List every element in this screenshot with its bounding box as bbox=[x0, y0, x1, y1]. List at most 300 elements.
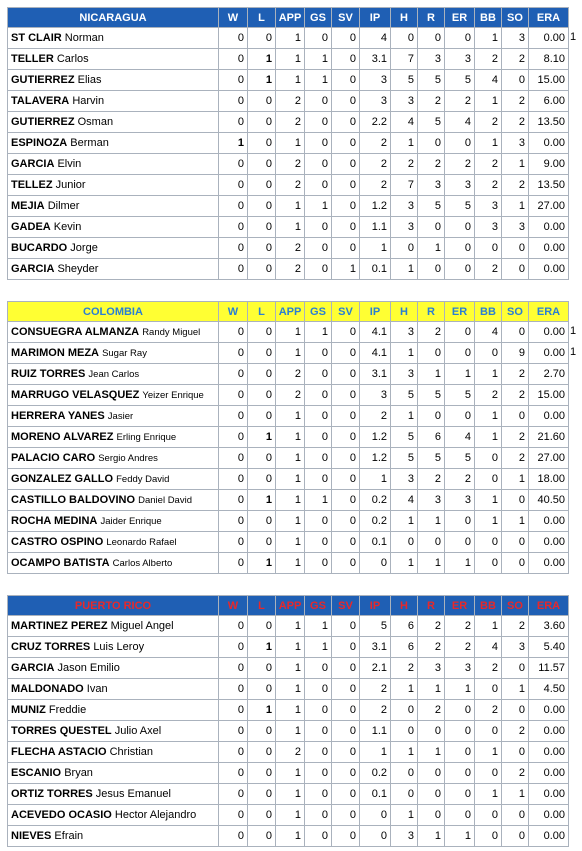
stat-gs: 0 bbox=[305, 658, 332, 679]
stat-app: 2 bbox=[276, 154, 305, 175]
stat-ip: 2.2 bbox=[360, 112, 391, 133]
last-name: CASTRO OSPINO bbox=[11, 536, 104, 548]
stat-era: 0.00 bbox=[529, 700, 569, 721]
stat-bb: 0 bbox=[475, 763, 502, 784]
stat-so: 0 bbox=[502, 826, 529, 847]
stat-app: 1 bbox=[276, 343, 305, 364]
first-name: Yeizer Enrique bbox=[142, 390, 204, 401]
stat-bb: 1 bbox=[475, 406, 502, 427]
stat-er: 0 bbox=[445, 238, 475, 259]
stat-app: 1 bbox=[276, 616, 305, 637]
stat-w: 0 bbox=[219, 700, 248, 721]
stat-sv: 0 bbox=[332, 490, 360, 511]
column-header-ip: IP bbox=[360, 302, 391, 322]
stat-era: 0.00 bbox=[529, 511, 569, 532]
stat-app: 1 bbox=[276, 721, 305, 742]
first-name: Osman bbox=[77, 116, 114, 128]
stat-gs: 0 bbox=[305, 805, 332, 826]
first-name: Elias bbox=[77, 74, 102, 86]
stat-app: 1 bbox=[276, 448, 305, 469]
stat-w: 0 bbox=[219, 763, 248, 784]
stat-er: 0 bbox=[445, 322, 475, 343]
stat-ip: 0.1 bbox=[360, 784, 391, 805]
player-name bbox=[8, 343, 219, 364]
stat-l: 0 bbox=[248, 364, 276, 385]
stat-gs: 0 bbox=[305, 28, 332, 49]
stat-w: 0 bbox=[219, 679, 248, 700]
player-name bbox=[8, 322, 219, 343]
stat-sv: 0 bbox=[332, 196, 360, 217]
stat-app: 1 bbox=[276, 469, 305, 490]
stat-so: 0 bbox=[502, 70, 529, 91]
player-row bbox=[8, 553, 569, 574]
header-row bbox=[8, 8, 569, 28]
stat-bb: 1 bbox=[475, 427, 502, 448]
stat-app: 1 bbox=[276, 784, 305, 805]
player-name bbox=[8, 679, 219, 700]
stat-app: 1 bbox=[276, 763, 305, 784]
stat-so: 0 bbox=[502, 532, 529, 553]
first-name: Junior bbox=[55, 179, 86, 191]
stat-w: 0 bbox=[219, 406, 248, 427]
last-name: CONSUEGRA ALMANZA bbox=[11, 326, 140, 338]
edge-mark: 1 bbox=[570, 346, 577, 358]
stat-bb: 1 bbox=[475, 28, 502, 49]
stat-ip: 0 bbox=[360, 553, 391, 574]
stat-app: 1 bbox=[276, 553, 305, 574]
stat-er: 2 bbox=[445, 91, 475, 112]
player-name bbox=[8, 427, 219, 448]
player-row bbox=[8, 154, 569, 175]
last-name: MARRUGO VELASQUEZ bbox=[11, 389, 140, 401]
stat-ip: 0.2 bbox=[360, 763, 391, 784]
stat-w: 0 bbox=[219, 658, 248, 679]
stat-w: 0 bbox=[219, 511, 248, 532]
stat-l: 0 bbox=[248, 112, 276, 133]
stat-era: 0.00 bbox=[529, 532, 569, 553]
stat-gs: 1 bbox=[305, 70, 332, 91]
first-name: Freddie bbox=[48, 704, 87, 716]
stat-era: 40.50 bbox=[529, 490, 569, 511]
stat-era: 0.00 bbox=[529, 322, 569, 343]
stat-gs: 0 bbox=[305, 448, 332, 469]
last-name: GARCIA bbox=[11, 158, 55, 170]
stat-ip: 2 bbox=[360, 679, 391, 700]
player-row bbox=[8, 742, 569, 763]
team-table-colombia bbox=[7, 301, 569, 574]
player-name bbox=[8, 175, 219, 196]
stat-ip: 0 bbox=[360, 805, 391, 826]
stat-bb: 4 bbox=[475, 637, 502, 658]
first-name: Jaider Enrique bbox=[100, 516, 162, 527]
stat-l: 0 bbox=[248, 217, 276, 238]
stat-w: 0 bbox=[219, 826, 248, 847]
header-row bbox=[8, 302, 569, 322]
stat-era: 0.00 bbox=[529, 238, 569, 259]
player-row bbox=[8, 238, 569, 259]
stat-bb: 0 bbox=[475, 469, 502, 490]
stat-r: 2 bbox=[418, 322, 445, 343]
stat-sv: 0 bbox=[332, 406, 360, 427]
last-name: OCAMPO BATISTA bbox=[11, 557, 110, 569]
stat-w: 0 bbox=[219, 259, 248, 280]
stat-l: 0 bbox=[248, 385, 276, 406]
stat-app: 2 bbox=[276, 91, 305, 112]
stat-er: 3 bbox=[445, 49, 475, 70]
stat-era: 2.70 bbox=[529, 364, 569, 385]
stat-sv: 0 bbox=[332, 721, 360, 742]
stat-app: 1 bbox=[276, 679, 305, 700]
stat-bb: 0 bbox=[475, 805, 502, 826]
stat-so: 0 bbox=[502, 700, 529, 721]
stat-h: 1 bbox=[391, 511, 418, 532]
player-row bbox=[8, 616, 569, 637]
stat-sv: 0 bbox=[332, 763, 360, 784]
stat-app: 1 bbox=[276, 28, 305, 49]
stat-ip: 4.1 bbox=[360, 322, 391, 343]
stat-gs: 0 bbox=[305, 175, 332, 196]
stat-h: 0 bbox=[391, 721, 418, 742]
stat-l: 0 bbox=[248, 196, 276, 217]
stat-r: 1 bbox=[418, 511, 445, 532]
first-name: Feddy David bbox=[116, 474, 170, 485]
player-row bbox=[8, 700, 569, 721]
stat-r: 0 bbox=[418, 784, 445, 805]
player-row bbox=[8, 70, 569, 91]
stat-ip: 0.1 bbox=[360, 532, 391, 553]
stat-h: 6 bbox=[391, 637, 418, 658]
stat-w: 0 bbox=[219, 238, 248, 259]
stat-bb: 4 bbox=[475, 70, 502, 91]
stat-bb: 0 bbox=[475, 532, 502, 553]
player-name bbox=[8, 448, 219, 469]
stat-gs: 0 bbox=[305, 553, 332, 574]
player-name bbox=[8, 91, 219, 112]
stat-l: 0 bbox=[248, 343, 276, 364]
player-row bbox=[8, 427, 569, 448]
column-header-so: SO bbox=[502, 8, 529, 28]
stat-er: 0 bbox=[445, 217, 475, 238]
stat-w: 0 bbox=[219, 427, 248, 448]
stat-h: 5 bbox=[391, 427, 418, 448]
column-header-gs: GS bbox=[305, 596, 332, 616]
stat-sv: 0 bbox=[332, 448, 360, 469]
first-name: Leonardo Rafael bbox=[106, 537, 177, 548]
column-header-bb: BB bbox=[475, 8, 502, 28]
stat-h: 3 bbox=[391, 196, 418, 217]
stat-gs: 0 bbox=[305, 238, 332, 259]
stat-gs: 0 bbox=[305, 154, 332, 175]
stat-so: 3 bbox=[502, 133, 529, 154]
player-name bbox=[8, 469, 219, 490]
stat-app: 1 bbox=[276, 406, 305, 427]
stat-sv: 0 bbox=[332, 385, 360, 406]
column-header-ip: IP bbox=[360, 596, 391, 616]
stat-l: 0 bbox=[248, 826, 276, 847]
player-name bbox=[8, 28, 219, 49]
edge-mark: 1 bbox=[570, 31, 577, 43]
last-name: HERRERA YANES bbox=[11, 410, 105, 422]
stat-h: 0 bbox=[391, 763, 418, 784]
stat-era: 0.00 bbox=[529, 343, 569, 364]
last-name: ST CLAIR bbox=[11, 32, 62, 44]
player-row bbox=[8, 259, 569, 280]
stat-ip: 4 bbox=[360, 28, 391, 49]
stat-sv: 0 bbox=[332, 217, 360, 238]
stat-so: 1 bbox=[502, 196, 529, 217]
header-row bbox=[8, 596, 569, 616]
last-name: ESPINOZA bbox=[11, 137, 68, 149]
column-header-ip: IP bbox=[360, 8, 391, 28]
stat-l: 0 bbox=[248, 532, 276, 553]
first-name: Randy Miguel bbox=[142, 327, 201, 338]
last-name: PALACIO CARO bbox=[11, 452, 96, 464]
stat-bb: 2 bbox=[475, 175, 502, 196]
stat-h: 5 bbox=[391, 448, 418, 469]
stat-w: 0 bbox=[219, 49, 248, 70]
stat-bb: 3 bbox=[475, 217, 502, 238]
stat-app: 1 bbox=[276, 490, 305, 511]
stat-w: 0 bbox=[219, 448, 248, 469]
stat-h: 1 bbox=[391, 343, 418, 364]
stat-sv: 0 bbox=[332, 553, 360, 574]
stat-w: 0 bbox=[219, 112, 248, 133]
stat-h: 1 bbox=[391, 553, 418, 574]
last-name: CASTILLO BALDOVINO bbox=[11, 494, 136, 506]
stat-sv: 0 bbox=[332, 364, 360, 385]
stat-ip: 2 bbox=[360, 133, 391, 154]
stat-l: 0 bbox=[248, 91, 276, 112]
table-body bbox=[8, 302, 569, 574]
stat-r: 1 bbox=[418, 553, 445, 574]
stat-r: 3 bbox=[418, 658, 445, 679]
stat-era: 6.00 bbox=[529, 91, 569, 112]
column-header-app: APP bbox=[276, 596, 305, 616]
stat-bb: 0 bbox=[475, 343, 502, 364]
last-name: TELLEZ bbox=[11, 179, 53, 191]
stat-h: 4 bbox=[391, 490, 418, 511]
stat-er: 1 bbox=[445, 364, 475, 385]
first-name: Ivan bbox=[86, 683, 108, 695]
player-name bbox=[8, 805, 219, 826]
stat-h: 0 bbox=[391, 238, 418, 259]
stat-so: 0 bbox=[502, 490, 529, 511]
last-name: ROCHA MEDINA bbox=[11, 515, 98, 527]
stat-w: 0 bbox=[219, 385, 248, 406]
stat-l: 0 bbox=[248, 763, 276, 784]
column-header-w: W bbox=[219, 302, 248, 322]
last-name: ESCANIO bbox=[11, 767, 62, 779]
stat-l: 0 bbox=[248, 658, 276, 679]
player-row bbox=[8, 490, 569, 511]
stat-l: 0 bbox=[248, 805, 276, 826]
stat-l: 0 bbox=[248, 616, 276, 637]
stat-ip: 1.1 bbox=[360, 721, 391, 742]
stat-sv: 0 bbox=[332, 175, 360, 196]
stat-app: 1 bbox=[276, 196, 305, 217]
stat-er: 1 bbox=[445, 679, 475, 700]
stat-h: 6 bbox=[391, 616, 418, 637]
stat-l: 0 bbox=[248, 721, 276, 742]
stat-er: 0 bbox=[445, 805, 475, 826]
stat-so: 2 bbox=[502, 385, 529, 406]
player-name bbox=[8, 637, 219, 658]
stat-era: 15.00 bbox=[529, 385, 569, 406]
stat-sv: 0 bbox=[332, 70, 360, 91]
stat-bb: 0 bbox=[475, 448, 502, 469]
stat-so: 0 bbox=[502, 805, 529, 826]
stat-app: 2 bbox=[276, 742, 305, 763]
stat-gs: 0 bbox=[305, 259, 332, 280]
last-name: MARIMON MEZA bbox=[11, 347, 99, 359]
player-name bbox=[8, 133, 219, 154]
stat-r: 1 bbox=[418, 826, 445, 847]
player-row bbox=[8, 196, 569, 217]
stat-ip: 0.1 bbox=[360, 259, 391, 280]
stat-bb: 1 bbox=[475, 91, 502, 112]
stat-l: 0 bbox=[248, 28, 276, 49]
stat-w: 0 bbox=[219, 784, 248, 805]
stat-era: 0.00 bbox=[529, 805, 569, 826]
first-name: Hector Alejandro bbox=[114, 809, 197, 821]
stat-app: 2 bbox=[276, 364, 305, 385]
stat-gs: 0 bbox=[305, 385, 332, 406]
stat-gs: 0 bbox=[305, 784, 332, 805]
column-header-so: SO bbox=[502, 596, 529, 616]
player-row bbox=[8, 805, 569, 826]
stat-gs: 0 bbox=[305, 532, 332, 553]
first-name: Dilmer bbox=[47, 200, 80, 212]
stat-r: 1 bbox=[418, 238, 445, 259]
column-header-gs: GS bbox=[305, 8, 332, 28]
stat-w: 0 bbox=[219, 637, 248, 658]
stat-sv: 0 bbox=[332, 427, 360, 448]
stat-bb: 0 bbox=[475, 721, 502, 742]
stat-app: 1 bbox=[276, 658, 305, 679]
stat-r: 1 bbox=[418, 679, 445, 700]
last-name: MEJIA bbox=[11, 200, 45, 212]
stat-app: 2 bbox=[276, 175, 305, 196]
last-name: ORTIZ TORRES bbox=[11, 788, 93, 800]
stat-r: 2 bbox=[418, 616, 445, 637]
team-name: COLOMBIA bbox=[8, 302, 219, 322]
stat-l: 1 bbox=[248, 490, 276, 511]
table-body bbox=[8, 596, 569, 847]
stat-so: 0 bbox=[502, 238, 529, 259]
player-row bbox=[8, 217, 569, 238]
column-header-so: SO bbox=[502, 302, 529, 322]
first-name: Sheyder bbox=[57, 263, 99, 275]
stat-w: 0 bbox=[219, 343, 248, 364]
player-name bbox=[8, 406, 219, 427]
stat-era: 0.00 bbox=[529, 553, 569, 574]
stat-so: 1 bbox=[502, 679, 529, 700]
stat-er: 5 bbox=[445, 70, 475, 91]
stat-bb: 2 bbox=[475, 112, 502, 133]
stat-l: 1 bbox=[248, 427, 276, 448]
last-name: RUIZ TORRES bbox=[11, 368, 86, 380]
column-header-era: ERA bbox=[529, 302, 569, 322]
player-row bbox=[8, 469, 569, 490]
stat-ip: 1.2 bbox=[360, 196, 391, 217]
column-header-l: L bbox=[248, 596, 276, 616]
stat-ip: 3 bbox=[360, 91, 391, 112]
stat-r: 0 bbox=[418, 343, 445, 364]
first-name: Carlos Alberto bbox=[112, 558, 173, 569]
stat-gs: 0 bbox=[305, 700, 332, 721]
stat-gs: 0 bbox=[305, 217, 332, 238]
stat-w: 0 bbox=[219, 469, 248, 490]
last-name: GARCIA bbox=[11, 263, 55, 275]
column-header-sv: SV bbox=[332, 596, 360, 616]
player-name bbox=[8, 616, 219, 637]
stat-h: 1 bbox=[391, 406, 418, 427]
stat-so: 2 bbox=[502, 763, 529, 784]
stat-bb: 0 bbox=[475, 238, 502, 259]
stat-era: 0.00 bbox=[529, 28, 569, 49]
player-name bbox=[8, 784, 219, 805]
last-name: GADEA bbox=[11, 221, 51, 233]
stat-l: 0 bbox=[248, 742, 276, 763]
stat-app: 2 bbox=[276, 259, 305, 280]
stat-ip: 2 bbox=[360, 700, 391, 721]
team-table-puerto-rico bbox=[7, 595, 569, 847]
stat-sv: 0 bbox=[332, 112, 360, 133]
last-name: ACEVEDO OCASIO bbox=[11, 809, 112, 821]
stat-r: 3 bbox=[418, 490, 445, 511]
stat-so: 2 bbox=[502, 175, 529, 196]
stat-era: 0.00 bbox=[529, 742, 569, 763]
column-header-r: R bbox=[418, 302, 445, 322]
stat-so: 1 bbox=[502, 784, 529, 805]
stat-r: 2 bbox=[418, 91, 445, 112]
column-header-w: W bbox=[219, 8, 248, 28]
stat-h: 3 bbox=[391, 469, 418, 490]
stat-er: 5 bbox=[445, 196, 475, 217]
player-name bbox=[8, 385, 219, 406]
stat-w: 0 bbox=[219, 91, 248, 112]
stat-r: 6 bbox=[418, 427, 445, 448]
player-name bbox=[8, 532, 219, 553]
stat-er: 5 bbox=[445, 385, 475, 406]
stat-w: 0 bbox=[219, 490, 248, 511]
player-name bbox=[8, 826, 219, 847]
player-row bbox=[8, 49, 569, 70]
stat-era: 21.60 bbox=[529, 427, 569, 448]
stat-ip: 4.1 bbox=[360, 343, 391, 364]
first-name: Kevin bbox=[53, 221, 82, 233]
stat-h: 7 bbox=[391, 175, 418, 196]
stat-sv: 0 bbox=[332, 700, 360, 721]
stat-gs: 0 bbox=[305, 427, 332, 448]
column-header-bb: BB bbox=[475, 596, 502, 616]
stat-sv: 0 bbox=[332, 826, 360, 847]
last-name: CRUZ TORRES bbox=[11, 641, 91, 653]
first-name: Jasier bbox=[107, 411, 134, 422]
last-name: GUTIERREZ bbox=[11, 74, 75, 86]
stat-gs: 0 bbox=[305, 406, 332, 427]
stat-w: 0 bbox=[219, 616, 248, 637]
stat-l: 0 bbox=[248, 511, 276, 532]
stat-era: 8.10 bbox=[529, 49, 569, 70]
last-name: MORENO ALVAREZ bbox=[11, 431, 114, 443]
stat-era: 0.00 bbox=[529, 217, 569, 238]
first-name: Harvin bbox=[72, 95, 105, 107]
stat-er: 3 bbox=[445, 658, 475, 679]
last-name: GARCIA bbox=[11, 662, 55, 674]
first-name: Bryan bbox=[64, 767, 93, 779]
stat-gs: 0 bbox=[305, 763, 332, 784]
